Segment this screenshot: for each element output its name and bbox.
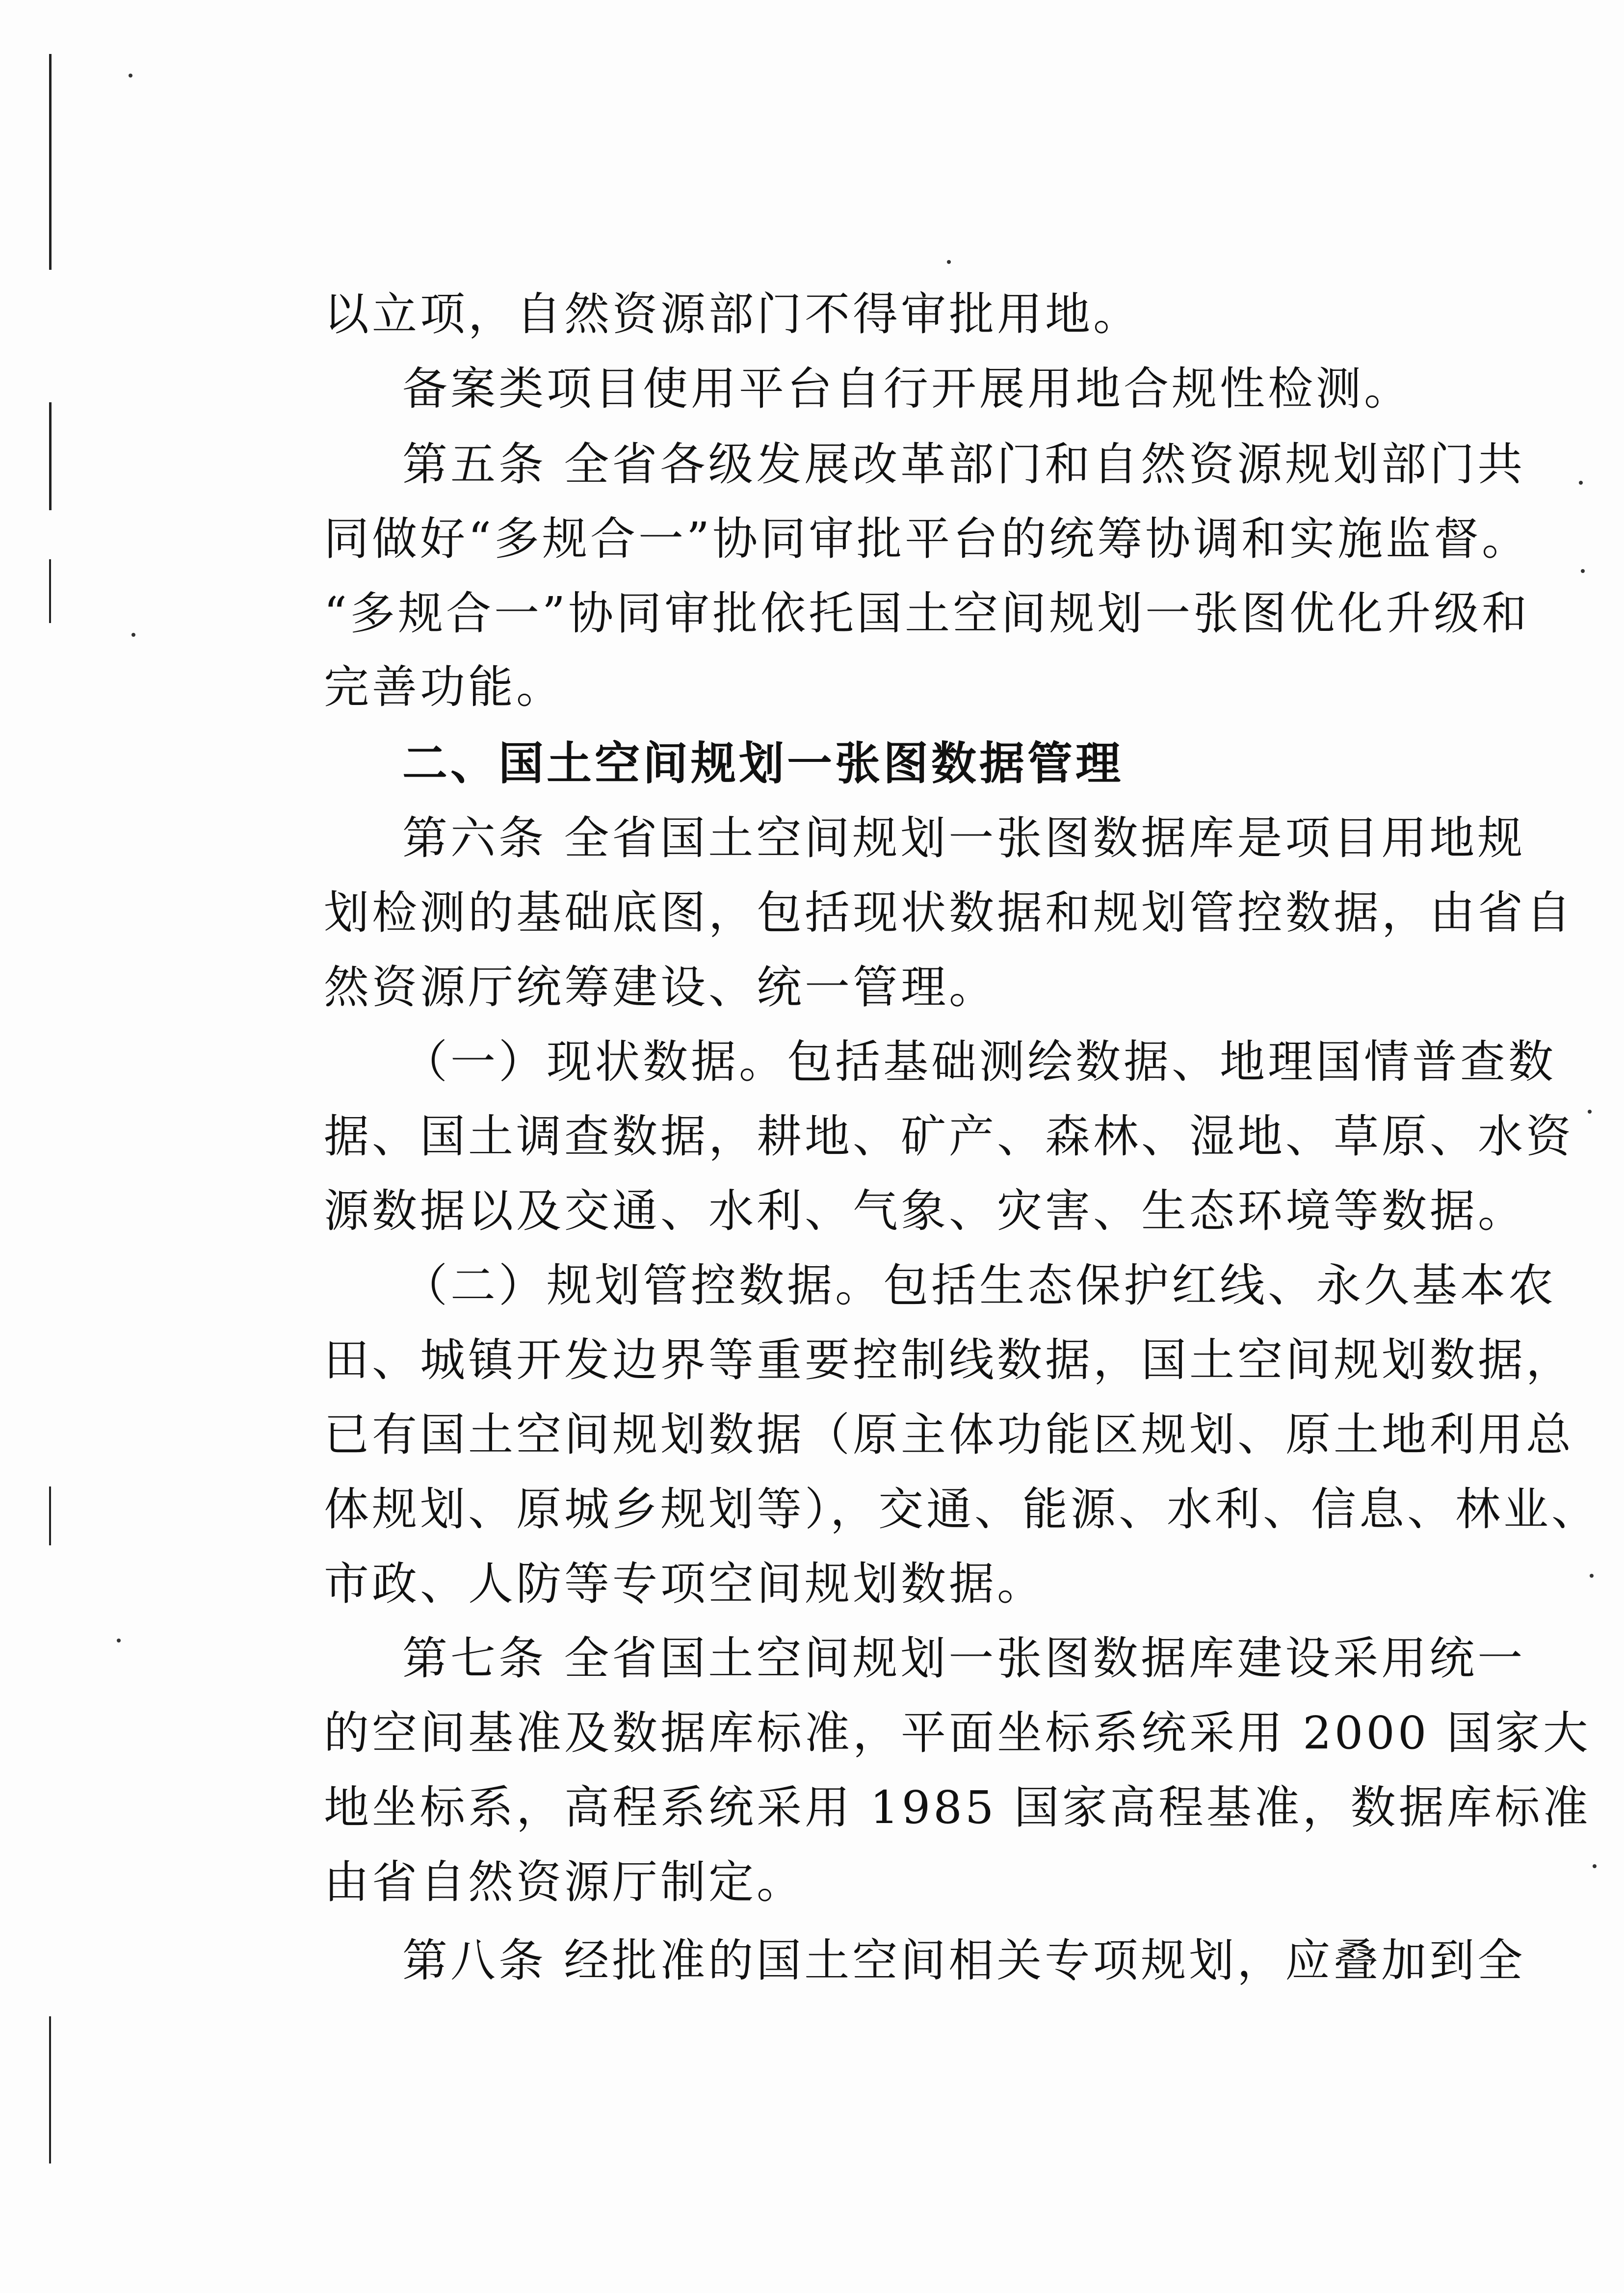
text-line: 然资源厅统筹建设、统一管理。 bbox=[324, 961, 997, 1014]
scan-speck bbox=[1590, 1574, 1594, 1578]
text-line: 划检测的基础底图，包括现状数据和规划管控数据，由省自 bbox=[324, 886, 1574, 939]
scan-edge-line bbox=[49, 559, 51, 623]
text-line: 源数据以及交通、水利、气象、灾害、生态环境等数据。 bbox=[324, 1185, 1526, 1237]
scan-edge-line bbox=[49, 1486, 51, 1545]
text-line: 第七条 全省国土空间规划一张图数据库建设采用统一 bbox=[402, 1632, 1526, 1685]
scan-edge-line bbox=[49, 2016, 51, 2163]
scan-speck bbox=[1581, 569, 1585, 573]
scan-speck bbox=[1588, 1110, 1592, 1114]
scan-edge-line bbox=[49, 54, 52, 270]
text-line: 的空间基准及数据库标准，平面坐标系统采用 2000 国家大 bbox=[324, 1707, 1591, 1759]
scan-speck bbox=[947, 260, 951, 264]
text-line: 体规划、原城乡规划等），交通、能源、水利、信息、林业、 bbox=[324, 1483, 1600, 1536]
text-line: 地坐标系，高程系统采用 1985 国家高程基准，数据库标准 bbox=[324, 1781, 1591, 1834]
scan-edge-line bbox=[49, 402, 52, 510]
text-line: 备案类项目使用平台自行开展用地合规性检测。 bbox=[402, 363, 1413, 415]
text-line: （一）现状数据。包括基础测绘数据、地理国情普查数 bbox=[402, 1036, 1557, 1088]
text-line: 第八条 经批准的国土空间相关专项规划，应叠加到全 bbox=[402, 1934, 1526, 1987]
text-line: 已有国土空间规划数据（原主体功能区规划、原土地利用总 bbox=[324, 1408, 1574, 1461]
scan-speck bbox=[129, 74, 132, 78]
text-line: 田、城镇开发边界等重要控制线数据，国土空间规划数据， bbox=[324, 1334, 1574, 1386]
text-line: 同做好“多规合一”协同审批平台的统筹协调和实施监督。 bbox=[324, 513, 1530, 565]
text-line: “多规合一”协同审批依托国土空间规划一张图优化升级和 bbox=[324, 587, 1530, 640]
text-line: 第五条 全省各级发展改革部门和自然资源规划部门共 bbox=[402, 438, 1526, 491]
scan-speck bbox=[131, 633, 135, 637]
text-line: 第六条 全省国土空间规划一张图数据库是项目用地规 bbox=[402, 812, 1526, 864]
text-line: 以立项，自然资源部门不得审批用地。 bbox=[324, 288, 1142, 340]
section-heading: 二、国土空间规划一张图数据管理 bbox=[402, 737, 1124, 790]
text-line: （二）规划管控数据。包括生态保护红线、永久基本农 bbox=[402, 1259, 1557, 1312]
text-line: 据、国土调查数据，耕地、矿产、森林、湿地、草原、水资 bbox=[324, 1110, 1574, 1163]
text-line: 完善功能。 bbox=[324, 661, 565, 713]
scan-speck bbox=[1579, 481, 1583, 485]
text-line: 市政、人防等专项空间规划数据。 bbox=[324, 1558, 1046, 1610]
text-line: 由省自然资源厅制定。 bbox=[324, 1856, 805, 1908]
scan-speck bbox=[117, 1639, 121, 1642]
scan-speck bbox=[1593, 1864, 1597, 1868]
